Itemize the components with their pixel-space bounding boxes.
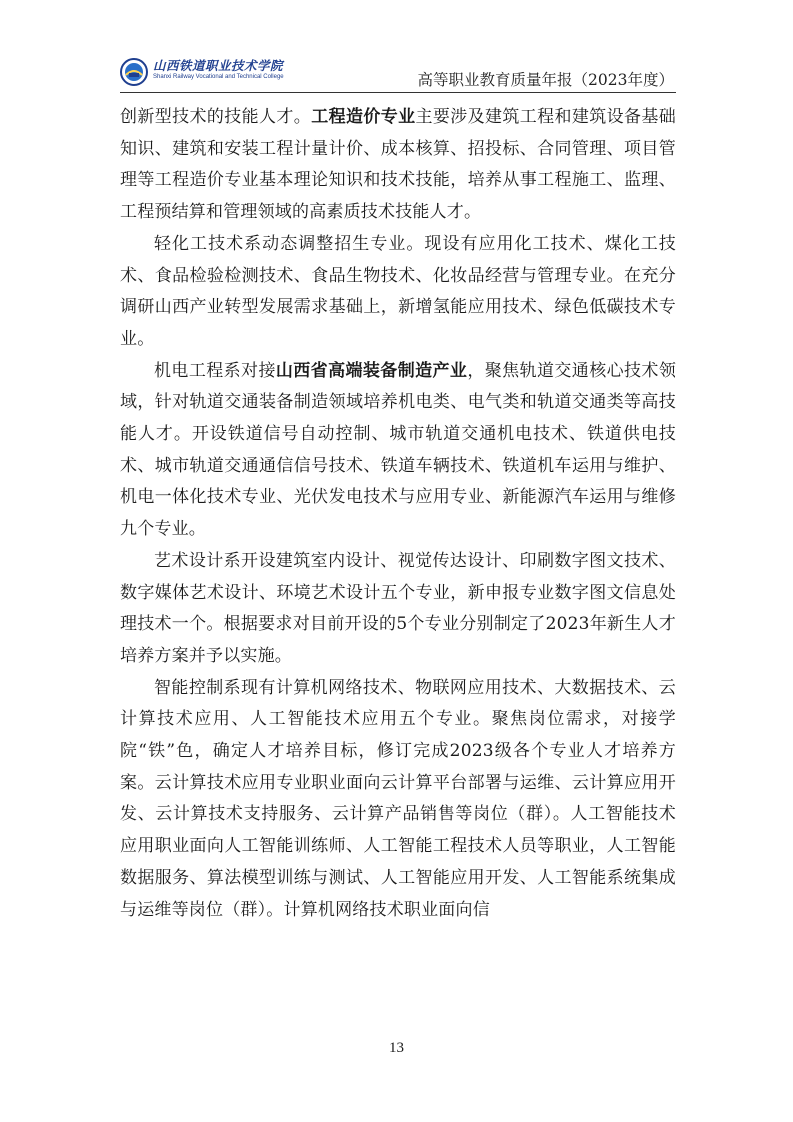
highlight-text: 山西省高端装备制造产业: [275, 360, 468, 381]
paragraph-text: 主要涉及建筑工程和建筑设备基础知识、建筑和安装工程计量计价、成本核算、招投标、合同管理、项目管理等工程造价专业基本理论知识和技术技能，培养从事工程施工、监理、工程预结算和管理领域的高素质技术技能人才。: [120, 107, 677, 223]
paragraph-engineering-cost: [120, 102, 676, 229]
paragraph-light-chemical: 轻化工技术系动态调整招生专业。现设有应用化工技术、煤化工技术、食品检验检测技术、食品生物技术、化妆品经营与管理专业。在充分调研山西产业转型发展需求基础上，新增氢能应用技术、绿色低碳技术专业。: [120, 233, 676, 349]
page-header: [120, 52, 676, 93]
paragraph-text: 机电工程系对接: [154, 360, 276, 381]
paragraph-intelligent-control: 智能控制系现有计算机网络技术、物联网应用技术、大数据技术、云计算技术应用、人工智能技术应用五个专业。聚焦岗位需求，对接学院“铁”色，确定人才培养目标，修订完成2023级各个专业人才培养方案。云计算技术应用专业职业面向云计算平台部署与运维、云计算应用开发、云计算技术支持服务、云计算产品销售等岗位（群）。人工智能技术应用职业面向人工智能训练师、人工智能工程技术人员等职业，人工智能数据服务、算法模型训练与测试、人工智能应用开发、人工智能系统集成与运维等岗位（群）。计算机网络技术职业面向信: [120, 677, 676, 920]
report-title: 高等职业教育质量年报（2023年度）: [417, 71, 674, 89]
paragraph-text: ，聚焦轨道交通核心技术领域，针对轨道交通装备制造领域培养机电类、电气类和轨道交通类等高技能人才。开设铁道信号自动控制、城市轨道交通机电技术、铁道供电技术、城市轨道交通通信信号技术、铁道车辆技术、铁道机车运用与维护、机电一体化技术专业、光伏发电技术与应用专业、新能源汽车运用与维修九个专业。: [120, 360, 677, 540]
paragraph-art-design: 艺术设计系开设建筑室内设计、视觉传达设计、印刷数字图文技术、数字媒体艺术设计、环境艺术设计五个专业，新申报专业数字图文信息处理技术一个。根据要求对目前开设的5个专业分别制定了2023年新生人才培养方案并予以实施。: [120, 550, 676, 666]
paragraph-text: 创新型技术的技能人才。: [120, 107, 312, 127]
school-name-cn: 山西铁道职业技术学院: [153, 58, 284, 73]
school-logo-icon: [120, 58, 148, 86]
school-name-en: Shanxi Railway Vocational and Technical College: [153, 74, 284, 80]
document-body: [120, 102, 676, 926]
paragraph-mechatronics: [120, 356, 676, 546]
highlight-text: 工程造价专业: [311, 107, 416, 127]
page-number: 13: [389, 1040, 404, 1056]
